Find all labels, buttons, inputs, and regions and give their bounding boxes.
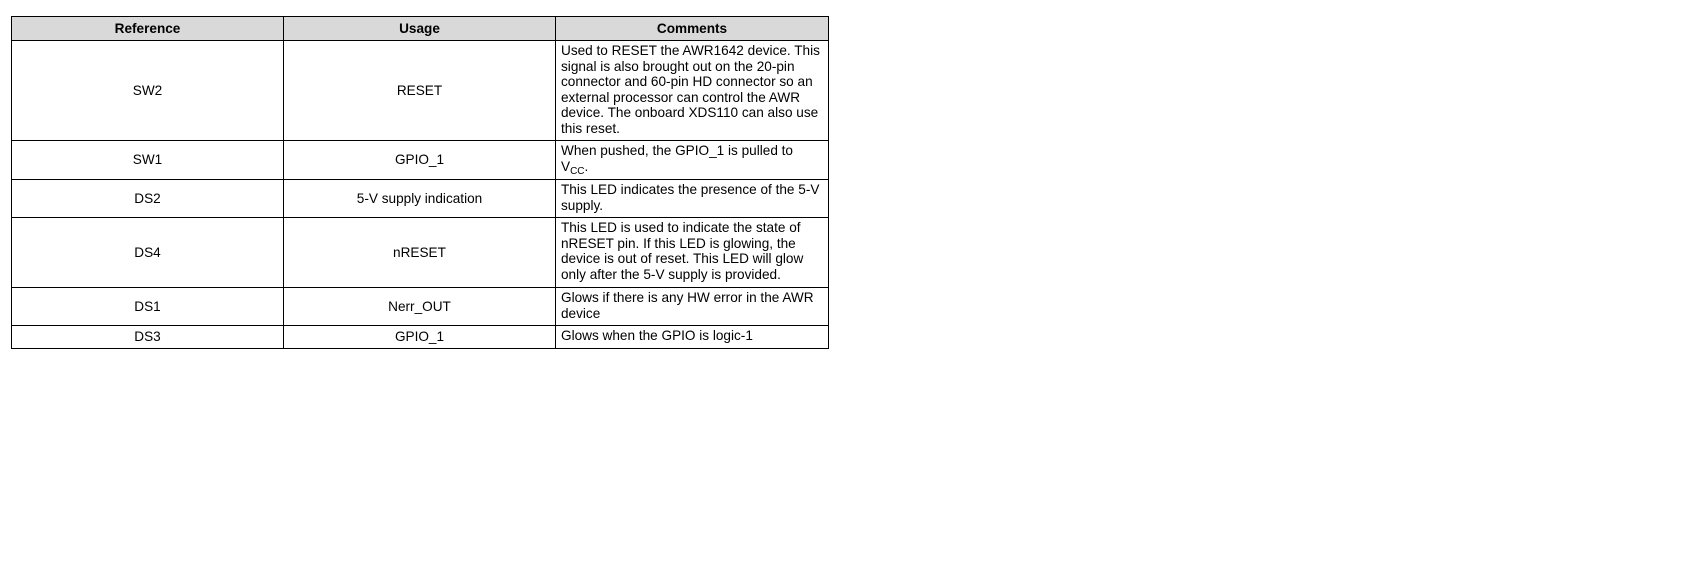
table-row	[12, 141, 829, 180]
cell-reference: SW2	[12, 41, 284, 141]
table-header-row	[12, 17, 829, 41]
reference-table	[11, 16, 829, 349]
cell-usage: nRESET	[284, 218, 556, 288]
cell-usage: RESET	[284, 41, 556, 141]
table-row	[12, 41, 829, 141]
table-row	[12, 180, 829, 218]
cell-reference: SW1	[12, 141, 284, 180]
comment-text: When pushed, the GPIO_1 is pulled to V	[561, 143, 793, 174]
cell-comment: This LED indicates the presence of the 5-V supply.	[556, 180, 829, 218]
cell-comment: This LED is used to indicate the state of nRESET pin. If this LED is glowing, the device is out of reset. This LED will glow only after the 5-V supply is provided.	[556, 218, 829, 288]
cell-usage: GPIO_1	[284, 326, 556, 349]
cell-usage: 5-V supply indication	[284, 180, 556, 218]
header-usage: Usage	[284, 17, 556, 41]
cell-comment: Glows if there is any HW error in the AWR device	[556, 288, 829, 326]
header-comments: Comments	[556, 17, 829, 41]
cell-usage: GPIO_1	[284, 141, 556, 180]
table-row	[12, 288, 829, 326]
table-row	[12, 218, 829, 288]
cell-reference: DS4	[12, 218, 284, 288]
cell-reference: DS3	[12, 326, 284, 349]
cell-comment	[556, 141, 829, 180]
subscript-cc: CC	[570, 165, 585, 177]
comment-tail: .	[584, 158, 589, 174]
cell-reference: DS2	[12, 180, 284, 218]
cell-usage: Nerr_OUT	[284, 288, 556, 326]
cell-comment: Used to RESET the AWR1642 device. This signal is also brought out on the 20-pin connector and 60-pin HD connector so an external processor can control the AWR device. The onboard XDS110 can also use this reset.	[556, 41, 829, 141]
cell-reference: DS1	[12, 288, 284, 326]
table-row	[12, 326, 829, 349]
cell-comment: Glows when the GPIO is logic-1	[556, 326, 829, 349]
header-reference: Reference	[12, 17, 284, 41]
